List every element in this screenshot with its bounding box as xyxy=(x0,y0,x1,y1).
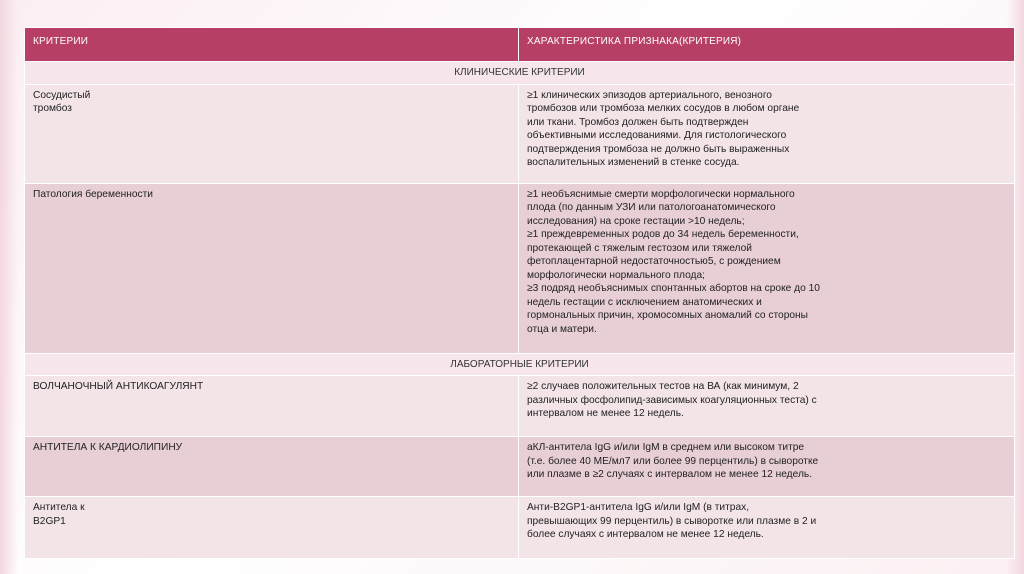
description-line: тромбозов или тромбоза мелких сосудов в любом органе xyxy=(527,103,800,114)
description-line: различных фосфолипид-зависимых коагуляционных теста) с xyxy=(527,394,817,406)
criterion-cell: Патология беременности xyxy=(25,183,519,353)
description-line: (т.е. более 40 МЕ/мл7 или более 99 перцентиль) в сыворотке xyxy=(527,455,819,467)
description-line: интервалом не менее 12 недель. xyxy=(527,408,684,419)
table-header-row xyxy=(25,28,1015,62)
table-row xyxy=(25,84,1015,183)
header-criteria: КРИТЕРИИ xyxy=(25,28,519,62)
description-line: недель гестации с исключением анатомических и xyxy=(527,296,762,308)
section-row-clinical xyxy=(25,62,1015,85)
description-line: объективными исследованиями. Для гистологического xyxy=(527,130,787,141)
slide-background-left xyxy=(0,0,18,574)
criterion-cell: АНТИТЕЛА К КАРДИОЛИПИНУ xyxy=(25,437,519,497)
description-line: отца и матери. xyxy=(527,323,597,335)
description-line: ≥2 случаев положительных тестов на ВА (как минимум, 2 xyxy=(527,381,799,392)
description-line: ≥1 преждевременных родов до 34 недель беременности, xyxy=(527,229,799,240)
table-row xyxy=(25,376,1015,437)
description-line: воспалительных изменений в стенке сосуда. xyxy=(527,157,740,168)
description-line: или плазме в ≥2 случаях с интервалом не менее 12 недель. xyxy=(527,469,813,480)
description-line: фетоплацентарной недостаточностью5, с рождением xyxy=(527,256,781,267)
description-line: Анти-B2GP1-антитела IgG и/или IgM (в титрах, xyxy=(527,502,750,513)
section-row-laboratory xyxy=(25,353,1015,376)
description-line: протекающей с тяжелым гестозом или тяжелой xyxy=(527,242,752,254)
description-cell xyxy=(519,497,1015,559)
description-cell xyxy=(519,183,1015,353)
description-line: ≥1 необъяснимые смерти морфологически нормального xyxy=(527,188,795,200)
description-line: морфологически нормального плода; xyxy=(527,269,705,281)
description-line: аКЛ-антитела IgG и/или IgM в среднем или высоком титре xyxy=(527,442,805,453)
description-line: подтверждения тромбоза не должно быть выраженных xyxy=(527,143,790,155)
criterion-cell: Сосудистый тромбоз xyxy=(25,84,519,183)
description-line: ≥1 клинических эпизодов артериального, венозного xyxy=(527,89,772,101)
header-characteristic: ХАРАКТЕРИСТИКА ПРИЗНАКА(КРИТЕРИЯ) xyxy=(519,28,1015,62)
description-line: ≥3 подряд необъяснимых спонтанных абортов на сроке до 10 xyxy=(527,283,820,294)
criterion-cell: Антитела к B2GP1 xyxy=(25,497,519,559)
table-row xyxy=(25,437,1015,497)
section-laboratory-label: ЛАБОРАТОРНЫЕ КРИТЕРИИ xyxy=(25,353,1015,376)
description-line: плода (по данным УЗИ или патологоанатомического xyxy=(527,202,776,213)
description-line: гормональных причин, хромосомных аномалий со стороны xyxy=(527,310,808,321)
criteria-table xyxy=(24,27,1015,559)
table-row xyxy=(25,183,1015,353)
section-clinical-label: КЛИНИЧЕСКИЕ КРИТЕРИИ xyxy=(25,62,1015,85)
description-line: или ткани. Тромбоз должен быть подтвержден xyxy=(527,116,749,128)
criterion-cell: ВОЛЧАНОЧНЫЙ АНТИКОАГУЛЯНТ xyxy=(25,376,519,437)
description-line: превышающих 99 перцентиль) в сыворотке или плазме в 2 и xyxy=(527,515,817,527)
table-row xyxy=(25,497,1015,559)
description-cell xyxy=(519,84,1015,183)
description-cell xyxy=(519,437,1015,497)
description-cell xyxy=(519,376,1015,437)
description-line: более случаях с интервалом не менее 12 недель. xyxy=(527,529,764,540)
description-line: исследования) на сроке гестации >10 недель; xyxy=(527,215,745,227)
